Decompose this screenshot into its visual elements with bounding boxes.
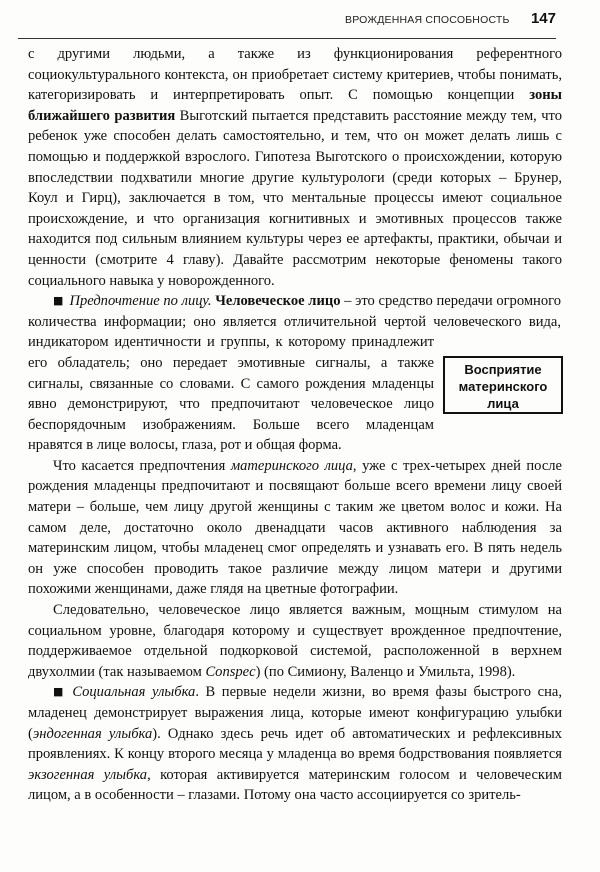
margin-note-box [443, 356, 563, 414]
chapter-title: ВРОЖДЕННАЯ СПОСОБНОСТЬ [345, 14, 510, 26]
text-run: ) (по Симиону, Валенцо и Умильта, 1998). [255, 663, 516, 680]
term-zone-of-proximal-development: зоны ближайшего развития [28, 87, 562, 124]
margin-note-line: лица [487, 396, 519, 411]
wrap-offset [561, 291, 562, 350]
text-run: . В первые недели жизни, во время фазы быстрого сна, младенец демонстрирует выражения лица, которые имеют конфигурацию улыбки ( [28, 684, 562, 742]
header-rule [18, 38, 556, 39]
square-bullet-icon: ■ [53, 294, 64, 308]
paragraph-5 [28, 682, 562, 806]
section-title-social-smile: Социальная улыбка [72, 684, 196, 701]
page-number: 147 [530, 10, 556, 27]
body-text [28, 44, 562, 806]
text-run: Выготский пытается представить расстояние между тем, что ребенок уже способен делать самостоятельно, и тем, что он может делать лишь с помощью и поддержкой взрослого. Гипотеза Выготского о происхождении, которую впоследствии подхватили многие другие культурологи (среди которых – Брунер, Коул и Гирц), заключается в том, что ментальные процессы имеют социальное происхождение, и что организация когнитивных и эмотивных процессов также находится под сильным влиянием культуры через ее артефакты, практики, обычаи и ценности (смотрите 4 главу). Давайте рассмотрим некоторые феномены такого социального навыка у новорожденного. [28, 107, 562, 289]
term-exogenous-smile: экзогенная улыбка [28, 766, 148, 783]
text-run: – это средство передачи огромного количества информации; оно является отличительной чертой человеческого вида, индикатором идентичности и группы, к которому принадлежит его обладатель; оно передает эмотивные сигналы, а также сигналы, связанные со словами. С самого рождения младенцы явно демонстрируют, что предпочитают человеческое лицо беспорядочным изображениям. Больше всего младенцам нравятся в лице волосы, глаза, рот и общая форма. [28, 293, 561, 454]
text-run: Следовательно, человеческое лицо является важным, мощным стимулом на социальном уровне, благодаря которому и существует врожденное предпочтение, поддерживаемое отдельной подкорковой системой, расположенной в верхнем двухолмии (так называемом [28, 602, 562, 680]
running-header [345, 12, 556, 34]
square-bullet-icon: ■ [53, 685, 67, 699]
margin-note-line: материнского [458, 379, 548, 394]
text-run: с другими людьми, а также из функционирования референтного социокультурального контекста, он приобретает систему критериев, чтобы понимать, категоризировать и интерпретировать опыт. С помощью концепции [28, 46, 562, 104]
paragraph-4 [28, 600, 562, 682]
text-run: , которая активируется материнским голосом и человеческим лицом, а в особенности – глазами. Потому она часто ассоциируется со зритель- [28, 766, 562, 804]
section-title-face-preference: Предпочтение по лицу. [69, 293, 212, 310]
text-run: , уже с трех-четырех дней после рождения младенцы предпочитают и посвящают больше всего времени лицу своей матери – больше, чем лицу другой женщины с таким же цветом волос и кожи. На самом деле, достаточно около двенадцати часов активного наблюдения за материнским лицом, чтобы младенец смог определять и узнавать его. В пять недель он уже способен проводить такое различие между лицом матери и другими похожими женщинами, даже глядя на цветные фотографии. [28, 457, 562, 598]
paragraph-1 [28, 44, 562, 291]
term-human-face: Человеческое лицо [215, 293, 341, 310]
paragraph-3 [28, 456, 562, 600]
term-conspec: Conspec [205, 663, 256, 680]
term-endogenous-smile: эндогенная улыбка [32, 725, 153, 742]
text-run: ). Однако здесь речь идет об автоматических и рефлексивных проявлениях. К концу второго месяца у младенца во время бодрствования появляется [28, 725, 562, 763]
margin-note-line: Восприятие [464, 362, 542, 377]
term-maternal-face: материнского лица [230, 457, 353, 474]
text-run: Что касается предпочтения [53, 457, 231, 474]
